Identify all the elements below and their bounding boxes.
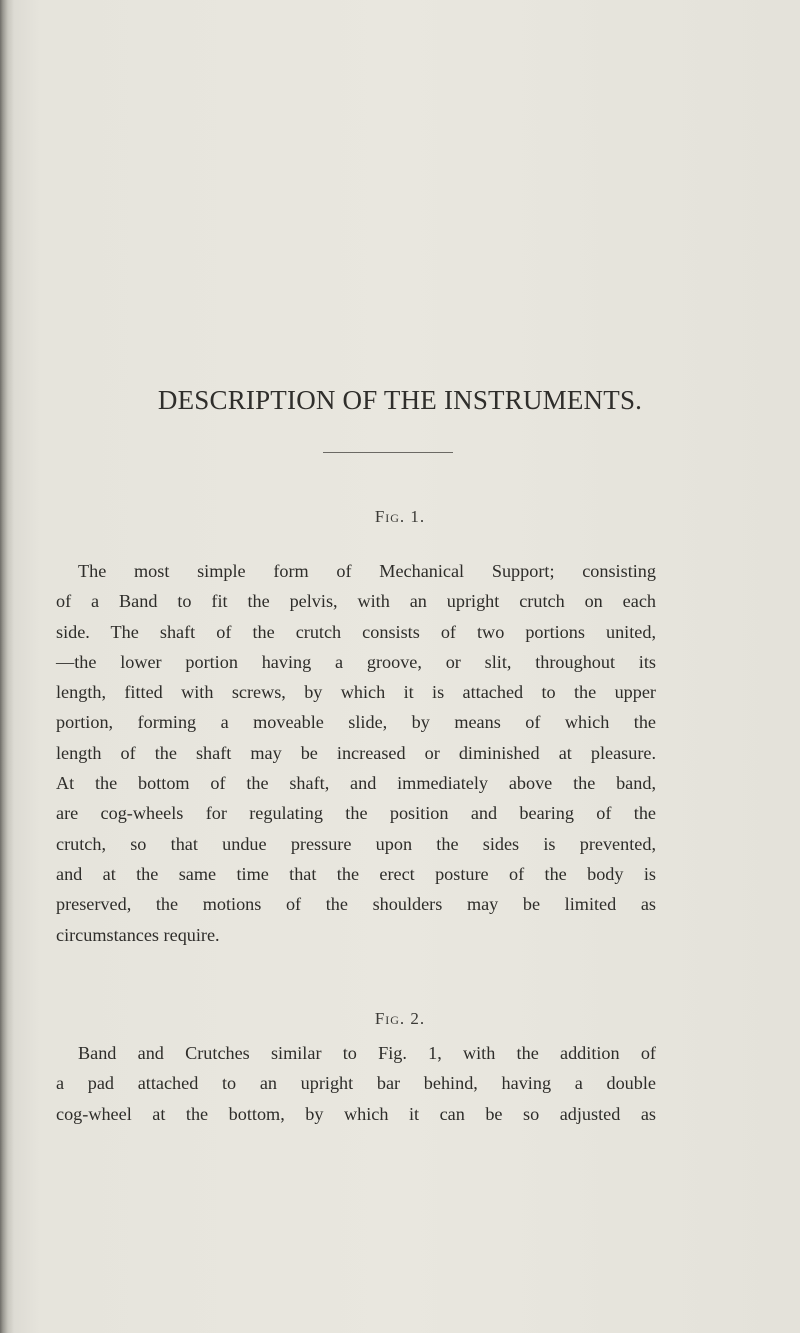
text-line: At the bottom of the shaft, and immediately above the band, — [56, 773, 656, 794]
text-line: crutch, so that undue pressure upon the sides is prevented, — [56, 833, 656, 854]
fig-1-label: Fig. 1. — [374, 507, 426, 526]
text-line: a pad attached to an upright bar behind, having a double — [56, 1073, 656, 1094]
text-line: —the lower portion having a groove, or slit, throughout its — [56, 651, 656, 672]
heading-rule — [323, 452, 453, 453]
text-line: preserved, the motions of the shoulders may be limited as — [56, 894, 656, 915]
fig-1-description — [56, 556, 656, 950]
text-line: The most simple form of Mechanical Support; consisting — [78, 561, 656, 581]
text-line: cog-wheel at the bottom, by which it can be so adjusted as — [56, 1103, 656, 1124]
text-line: are cog-wheels for regulating the position and bearing of the — [56, 803, 656, 824]
text-line: portion, forming a moveable slide, by means of which the — [56, 712, 656, 733]
page-binding-edge — [0, 0, 14, 1333]
text-line: of a Band to fit the pelvis, with an upright crutch on each — [56, 591, 656, 612]
text-line: length, fitted with screws, by which it is attached to the upper — [56, 682, 656, 703]
text-line: circumstances require. — [56, 924, 220, 945]
fig-2-description — [56, 1038, 656, 1129]
text-line: side. The shaft of the crutch consists of two portions united, — [56, 621, 656, 642]
page-heading: DESCRIPTION OF THE INSTRUMENTS. — [157, 385, 643, 415]
fig-2-label: Fig. 2. — [374, 1009, 426, 1028]
text-line: and at the same time that the erect posture of the body is — [56, 863, 656, 884]
text-line: Band and Crutches similar to Fig. 1, with the addition of — [78, 1043, 656, 1063]
text-line: length of the shaft may be increased or diminished at pleasure. — [56, 742, 656, 763]
